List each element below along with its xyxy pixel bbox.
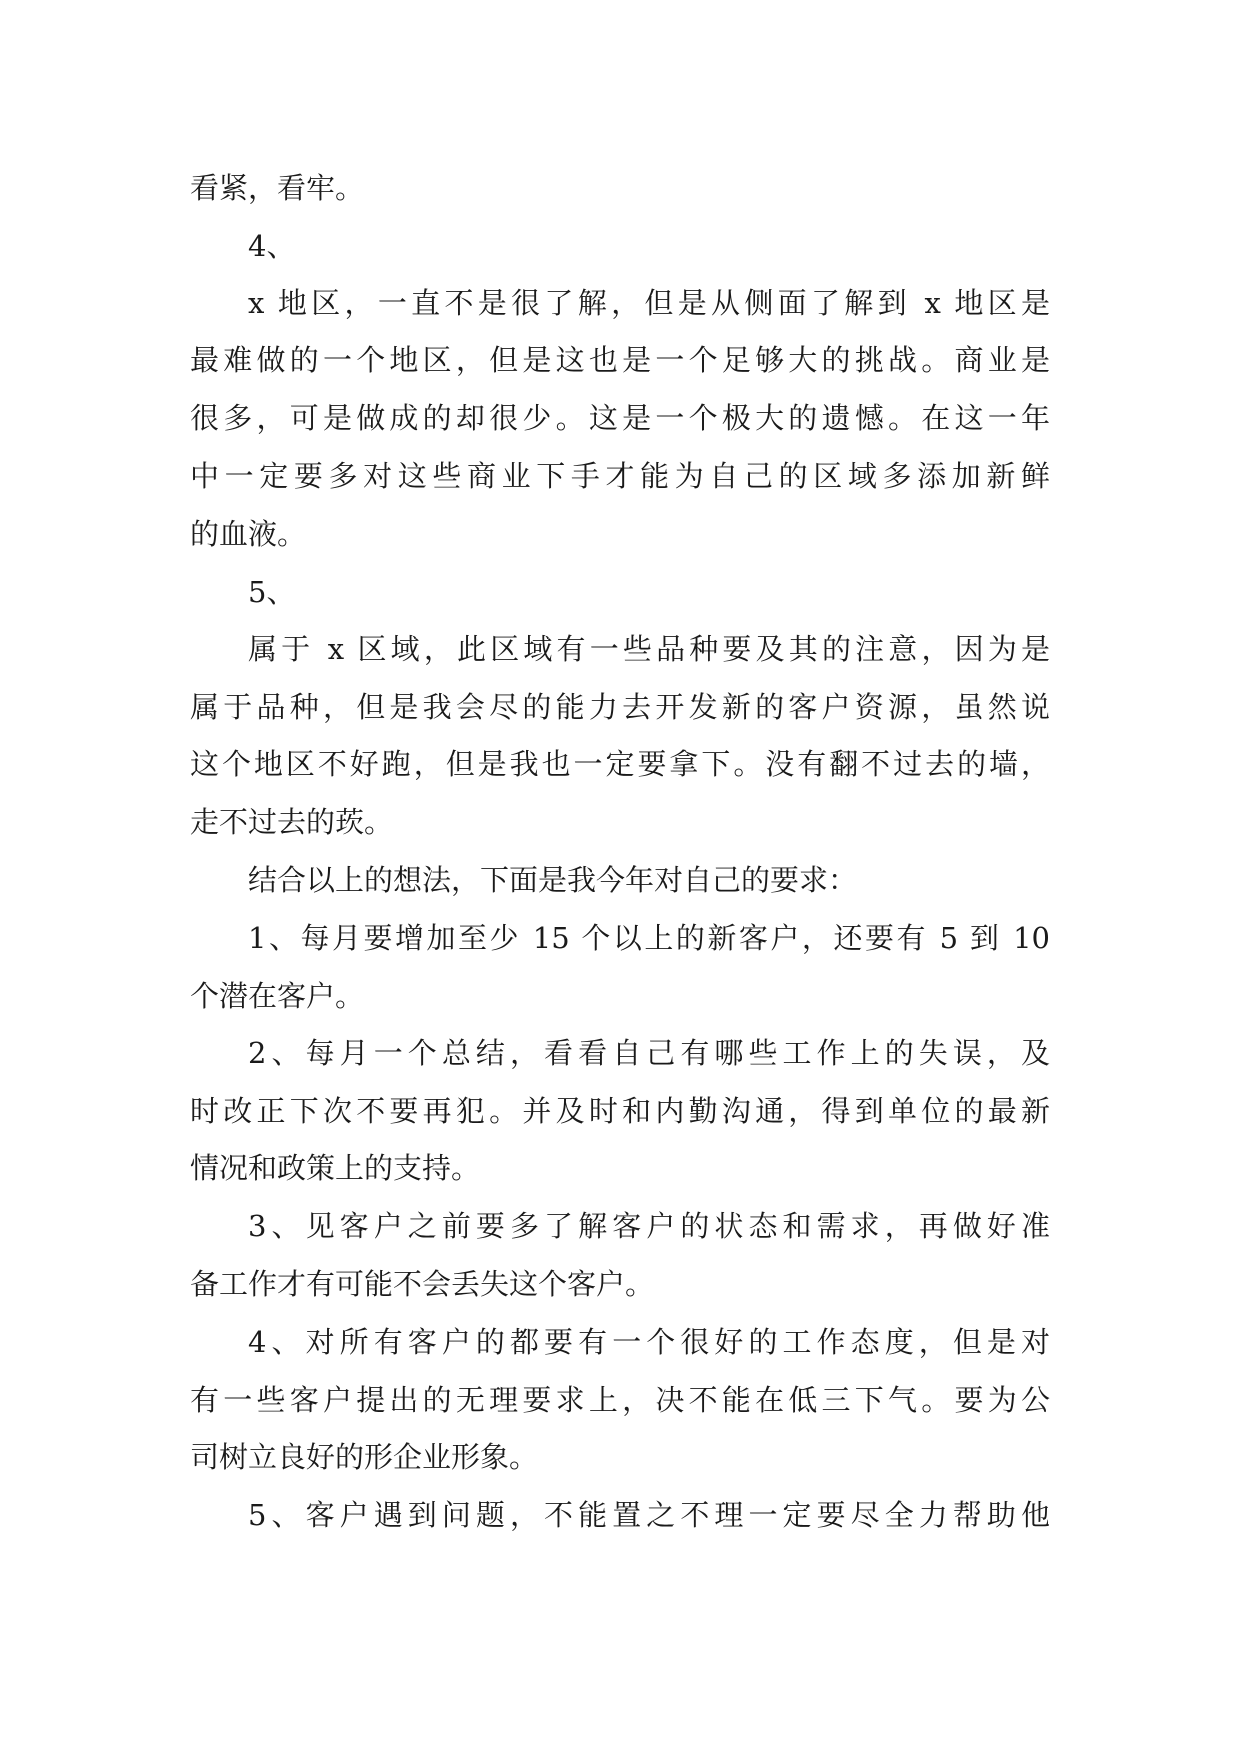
text-line: 中一定要多对这些商业下手才能为自己的区域多添加新鲜 — [190, 459, 1050, 493]
text-line: 属于 x 区域，此区域有一些品种要及其的注意，因为是 — [248, 632, 1050, 666]
text-line: 时改正下次不要再犯。并及时和内勤沟通，得到单位的最新 — [190, 1094, 1050, 1128]
text-line: 3、见客户之前要多了解客户的状态和需求，再做好准 — [248, 1209, 1050, 1243]
text-line: x 地区，一直不是很了解，但是从侧面了解到 x 地区是 — [248, 286, 1050, 320]
text-line: 结合以上的想法，下面是我今年对自己的要求： — [248, 863, 858, 897]
text-line: 这个地区不好跑，但是我也一定要拿下。没有翻不过去的墙， — [190, 747, 1050, 781]
text-line: 4、 — [248, 229, 296, 263]
text-line: 走不过去的莰。 — [190, 805, 394, 839]
text-line: 5、客户遇到问题，不能置之不理一定要尽全力帮助他 — [248, 1498, 1050, 1532]
text-line: 属于品种，但是我会尽的能力去开发新的客户资源，虽然说 — [190, 690, 1050, 724]
text-line: 备工作才有可能不会丢失这个客户。 — [190, 1267, 655, 1301]
text-line: 2、每月一个总结，看看自己有哪些工作上的失误，及 — [248, 1036, 1050, 1070]
text-line: 看紧，看牢。 — [190, 171, 365, 205]
text-line: 5、 — [248, 575, 296, 609]
text-line: 1、每月要增加至少 15 个以上的新客户，还要有 5 到 10 — [248, 921, 1050, 955]
text-line: 个潜在客户。 — [190, 979, 365, 1013]
text-line: 最难做的一个地区，但是这也是一个足够大的挑战。商业是 — [190, 343, 1050, 377]
text-line: 很多，可是做成的却很少。这是一个极大的遗憾。在这一年 — [190, 401, 1050, 435]
text-line: 的血液。 — [190, 517, 307, 551]
text-line: 4、对所有客户的都要有一个很好的工作态度，但是对 — [248, 1325, 1050, 1359]
text-line: 情况和政策上的支持。 — [190, 1151, 481, 1185]
text-line: 司树立良好的形企业形象。 — [190, 1440, 539, 1474]
text-line: 有一些客户提出的无理要求上，决不能在低三下气。要为公 — [190, 1383, 1050, 1417]
